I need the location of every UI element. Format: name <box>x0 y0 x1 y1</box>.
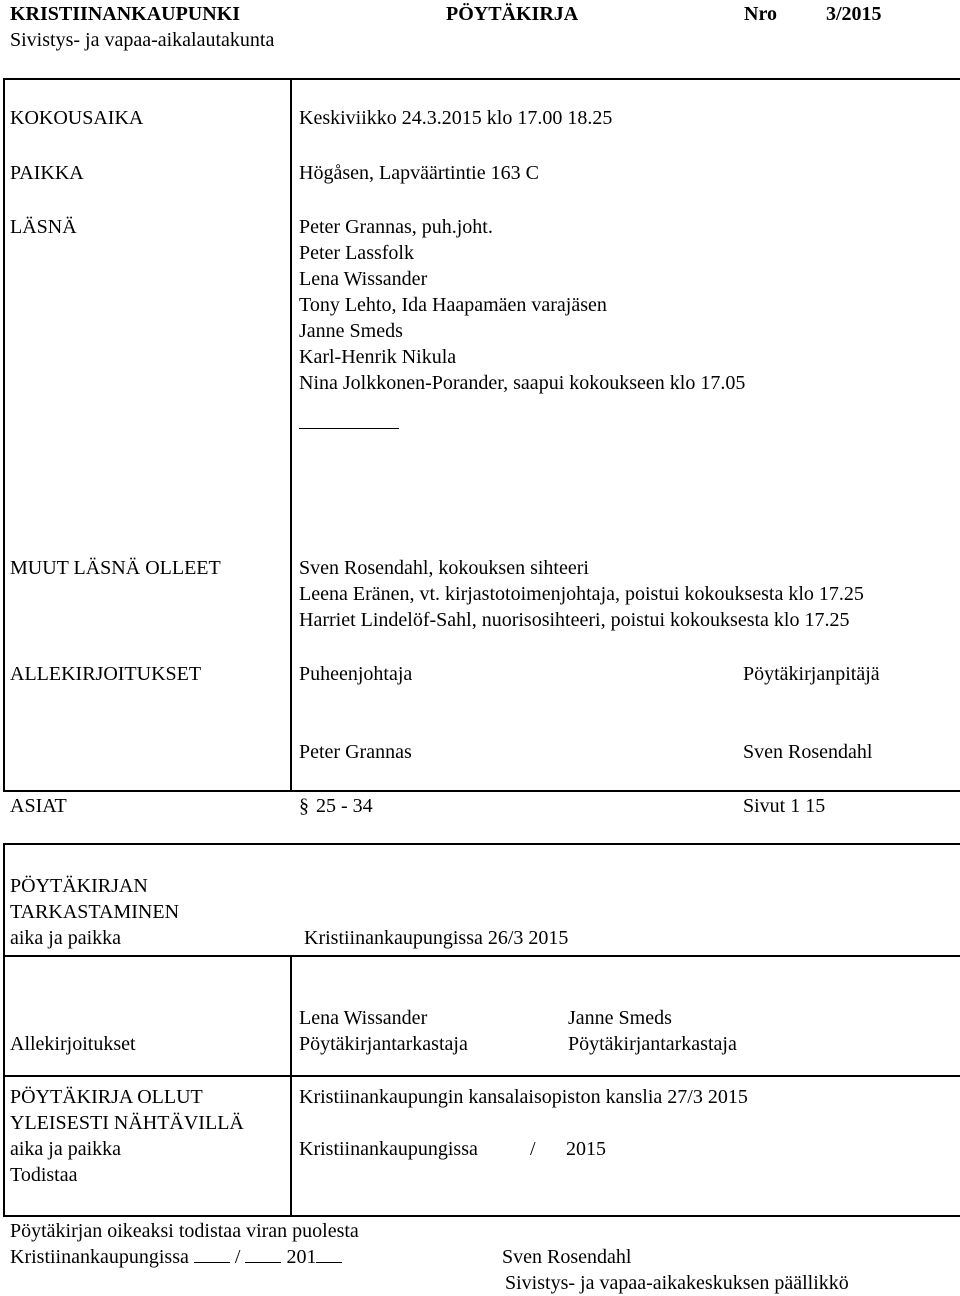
certification-slash: / <box>234 1246 241 1268</box>
divider-before-review <box>3 843 960 845</box>
org-name: KRISTIINANKAUPUNKI <box>10 3 241 25</box>
others-label: MUUT LÄSNÄ OLLEET <box>10 557 221 579</box>
secretary-role: Pöytäkirjanpitäjä <box>743 663 880 685</box>
reviewer1-name: Lena Wissander <box>299 1007 428 1029</box>
place-value: Högåsen, Lapväärtintie 163 C <box>299 162 539 184</box>
review-label-line2: TARKASTAMINEN <box>10 901 180 923</box>
display-label-line2: YLEISESTI NÄHTÄVILLÄ <box>10 1112 244 1134</box>
signatures-label: ALLEKIRJOITUKSET <box>10 663 202 685</box>
display-label-line3: aika ja paikka <box>10 1138 122 1160</box>
certification-place: Kristiinankaupungissa <box>10 1246 189 1268</box>
review-signatures-label: Allekirjoitukset <box>10 1033 136 1055</box>
items-pages: Sivut 1 15 <box>743 795 826 817</box>
divider-after-review <box>3 955 960 957</box>
list-item: Leena Eränen, vt. kirjastotoimenjohtaja, poistui kokouksesta klo 17.25 <box>299 583 864 605</box>
list-item: Janne Smeds <box>299 320 403 342</box>
year-blank <box>316 1244 342 1263</box>
chair-role: Puheenjohtaja <box>299 663 413 685</box>
place-label: PAIKKA <box>10 162 84 184</box>
display-value2-slash: / <box>530 1138 536 1160</box>
certification-year: 201 <box>286 1246 317 1268</box>
time-value: Keskiviikko 24.3.2015 klo 17.00 18.25 <box>299 107 613 129</box>
day-blank <box>194 1244 230 1263</box>
doc-type: PÖYTÄKIRJA <box>446 3 579 25</box>
column-divider-lower <box>290 955 292 1215</box>
display-value2-place: Kristiinankaupungissa <box>299 1138 478 1160</box>
signer-title: Sivistys- ja vapaa-aikakeskuksen päällikkö <box>505 1272 849 1294</box>
review-label-line3: aika ja paikka <box>10 927 122 949</box>
nro-label: Nro <box>744 3 777 25</box>
display-label-line1: PÖYTÄKIRJA OLLUT <box>10 1086 203 1108</box>
reviewer2-name: Janne Smeds <box>568 1007 672 1029</box>
review-value: Kristiinankaupungissa 26/3 2015 <box>304 927 569 949</box>
list-item: Lena Wissander <box>299 268 428 290</box>
present-list-underline <box>299 428 399 429</box>
display-label-line4: Todistaa <box>10 1164 78 1186</box>
time-label: KOKOUSAIKA <box>10 107 144 129</box>
items-label: ASIAT <box>10 795 67 817</box>
present-label: LÄSNÄ <box>10 216 77 238</box>
secretary-name: Sven Rosendahl <box>743 741 873 763</box>
month-blank <box>245 1244 281 1263</box>
divider-before-signatures <box>3 1075 960 1077</box>
reviewer1-role: Pöytäkirjantarkastaja <box>299 1033 468 1055</box>
frame-top <box>3 78 960 80</box>
committee-name: Sivistys- ja vapaa-aikalautakunta <box>10 29 275 51</box>
list-item: Peter Grannas, puh.joht. <box>299 216 493 238</box>
frame-left-review <box>3 843 5 955</box>
chair-name: Peter Grannas <box>299 741 412 763</box>
display-value1: Kristiinankaupungin kansalaisopiston kanslia 27/3 2015 <box>299 1086 748 1108</box>
column-divider-upper <box>290 78 292 790</box>
reviewer2-role: Pöytäkirjantarkastaja <box>568 1033 737 1055</box>
section-sign: § <box>299 795 309 817</box>
list-item: Nina Jolkkonen-Porander, saapui kokoukseen klo 17.05 <box>299 372 746 394</box>
certification-place-line <box>10 1244 342 1270</box>
display-value2-year: 2015 <box>566 1138 606 1160</box>
frame-left-upper <box>3 78 5 790</box>
list-item: Peter Lassfolk <box>299 242 414 264</box>
review-label-line1: PÖYTÄKIRJAN <box>10 875 148 897</box>
list-item: Sven Rosendahl, kokouksen sihteeri <box>299 557 589 579</box>
frame-left-lower <box>3 955 5 1215</box>
signer-name: Sven Rosendahl <box>502 1246 632 1268</box>
items-range: 25 - 34 <box>316 795 373 817</box>
divider-before-items <box>3 790 960 792</box>
list-item: Tony Lehto, Ida Haapamäen varajäsen <box>299 294 607 316</box>
list-item: Harriet Lindelöf-Sahl, nuorisosihteeri, poistui kokouksesta klo 17.25 <box>299 609 850 631</box>
frame-bottom <box>3 1215 960 1217</box>
certification-line1: Pöytäkirjan oikeaksi todistaa viran puolesta <box>10 1220 359 1242</box>
list-item: Karl-Henrik Nikula <box>299 346 457 368</box>
nro-value: 3/2015 <box>826 3 882 25</box>
